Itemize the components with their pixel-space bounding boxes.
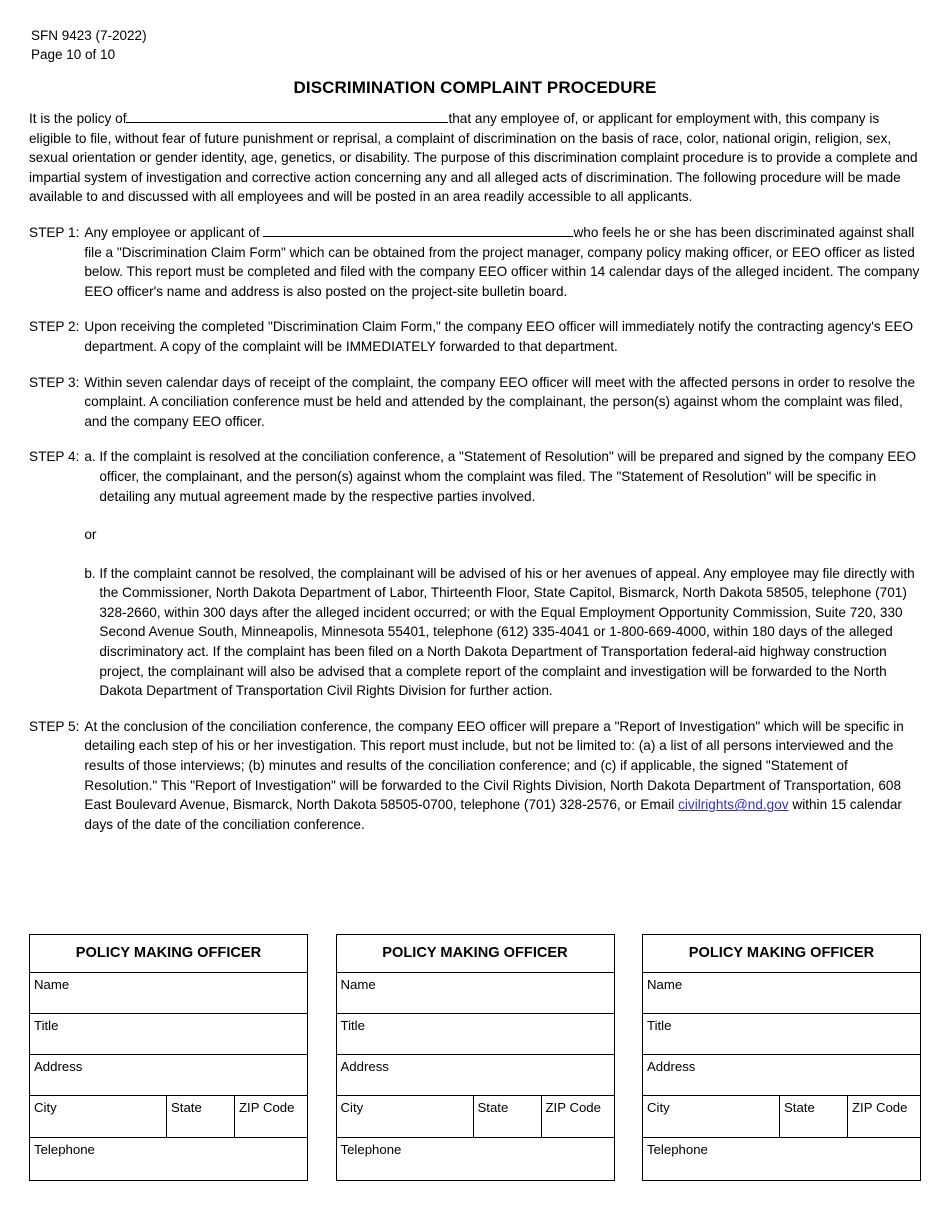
step-4-label: STEP 4: [29,449,80,465]
step-4-item-b-text: If the complaint cannot be resolved, the complainant will be advised of his or her avenues of appeal. Any employee may file directly with the Commissioner, North Dakota Department of Labor, Thirteenth Floor, State Capitol, Bismarck, North Dakota 58505, telephone (701) 328-2660, within 300 days after the alleged incident occurred; or with the Equal Employment Opportunity Commission, Suite 720, 330 Second Avenue South, Minneapolis, Minnesota 55401, telephone (612) 335-4041 or 1-800-669-4000, within 180 days of the alleged discriminatory act. If the complaint has been filed on a North Dakota Department of Transportation federal-aid highway construction project, the complainant will also be advised that a complete report of the complaint and investigation will be forwarded to the North Dakota Department of Transportation Civil Rights Division for further action. [99,565,915,699]
policy-making-officer-card-2 [336,934,615,1181]
card-1-title: POLICY MAKING OFFICER [30,935,307,973]
card-2-city-field[interactable]: City [337,1096,474,1137]
card-1-address-field[interactable]: Address [30,1055,307,1096]
step-5 [29,717,921,835]
step-1-body [84,223,921,301]
intro-text-after-blank: that any employee of, or applicant for employment with, this company is eligible to file, without fear of future punishment or reprisal, a complaint of discrimination on the basis of race, color, national origin, religion, sex, sexual orientation or gender identity, age, genetics, or disability. The purpose of this discrimination complaint procedure is to provide a complete and impartial system of investigation and corrective action concerning any and all alleged acts of discrimination. The following procedure will be made available to and discussed with all employees and will be posted in an area readily accessible to all applicants. [29,111,918,205]
card-3-name-field[interactable]: Name [643,973,920,1014]
card-2-address-field[interactable]: Address [337,1055,614,1096]
card-1-zip-field[interactable]: ZIP Code [239,1100,295,1115]
page-title: DISCRIMINATION COMPLAINT PROCEDURE [293,78,657,97]
step-2-text: Upon receiving the completed "Discrimination Claim Form," the company EEO officer will immediately notify the contracting agency's EEO department. A copy of the complaint will be IMMEDIATELY forwarded to that department. [84,319,914,354]
step-4 [29,447,921,701]
intro-text-before-blank: It is the policy of [29,111,127,126]
card-3-zip-field[interactable]: ZIP Code [852,1100,908,1115]
policy-making-officer-cards [29,934,921,1181]
card-2-state-field[interactable]: State [474,1096,542,1137]
card-3-telephone-field[interactable]: Telephone [647,1142,708,1157]
card-1-state-field[interactable]: State [167,1096,235,1137]
step-3-body [84,373,921,432]
card-1-name-field[interactable]: Name [30,973,307,1014]
step-4-item-a-marker: a. [84,449,96,465]
step-3-text: Within seven calendar days of receipt of the complaint, the company EEO officer will meet with the affected persons in order to resolve the complaint. A conciliation conference must be held and attended by the complainant, the person(s) against whom the complaint was filed, and the company EEO officer. [84,374,916,429]
step-1-text-before-blank: Any employee or applicant of [84,224,260,240]
policy-making-officer-card-3 [642,934,921,1181]
card-1-telephone-field[interactable]: Telephone [34,1142,95,1157]
step-4-or: or [84,527,97,543]
card-3-title: POLICY MAKING OFFICER [643,935,920,973]
form-number: SFN 9423 (7-2022) [31,28,147,43]
card-2-telephone-field[interactable]: Telephone [340,1142,402,1157]
step-1-employee-blank[interactable] [263,224,573,237]
card-2-name-field[interactable]: Name [337,973,614,1014]
page-indicator: Page 10 of 10 [31,47,116,62]
card-3-title-field[interactable]: Title [643,1014,920,1055]
civil-rights-email-link[interactable]: civilrights@nd.gov [678,797,789,813]
step-3 [29,373,921,432]
form-header [31,26,921,64]
step-2-body [84,317,921,356]
step-5-label: STEP 5: [29,718,80,734]
policy-making-officer-card-1 [29,934,308,1181]
card-3-state-field[interactable]: State [780,1096,848,1137]
step-5-body [84,717,921,835]
company-name-blank[interactable] [126,110,448,123]
card-2-zip-field[interactable]: ZIP Code [545,1100,601,1115]
step-4-item-b-marker: b. [84,565,96,581]
step-1 [29,223,921,301]
card-2-city-state-zip-row [337,1096,614,1138]
card-3-city-state-zip-row [643,1096,920,1138]
step-2-label: STEP 2: [29,319,80,335]
step-1-text-after-blank: who feels he or she has been discriminated against shall file a "Discrimination Claim Form" which can be obtained from the project manager, company policy making officer, or EEO officer as listed below. This report must be completed and filed with the company EEO officer within 14 calendar days of the alleged incident. The company EEO officer's name and address is also posted on the project-site bulletin board. [84,224,920,299]
step-4-item-a-text: If the complaint is resolved at the conciliation conference, a "Statement of Resolution" will be prepared and signed by the company EEO officer, the complainant, and the person(s) against whom the complaint was filed. The "Statement of Resolution" will be specific in detailing any mutual agreement made by the respective parties involved. [99,449,917,504]
card-2-title-field[interactable]: Title [337,1014,614,1055]
card-1-city-field[interactable]: City [30,1096,167,1137]
step-2 [29,317,921,356]
step-4-item-a [84,447,921,506]
card-2-title: POLICY MAKING OFFICER [337,935,614,973]
step-4-body [84,447,921,701]
step-5-text-before-email: At the conclusion of the conciliation conference, the company EEO officer will prepare a "Report of Investigation" which will be specific in detailing each step of his or her investigation. This report must include, but not be limited to: (a) a list of all persons interviewed and the results of those interviews; (b) minutes and results of the conciliation conference; and (c) if applicable, the signed "Statement of Resolution." This "Report of Investigation" will be forwarded to the Civil Rights Division, North Dakota Department of Transportation, 608 East Boulevard Avenue, Bismarck, North Dakota 58505-0700, telephone (701) 328-2576, or Email [84,718,904,813]
step-4-item-b [84,564,921,701]
card-1-title-field[interactable]: Title [30,1014,307,1055]
card-3-address-field[interactable]: Address [643,1055,920,1096]
step-1-label: STEP 1: [29,224,80,240]
intro-paragraph [29,109,921,207]
card-1-city-state-zip-row [30,1096,307,1138]
step-3-label: STEP 3: [29,374,80,390]
step-5-text-after-email: within 15 calendar days of the date of the conciliation conference. [84,797,902,832]
card-3-city-field[interactable]: City [643,1096,780,1137]
